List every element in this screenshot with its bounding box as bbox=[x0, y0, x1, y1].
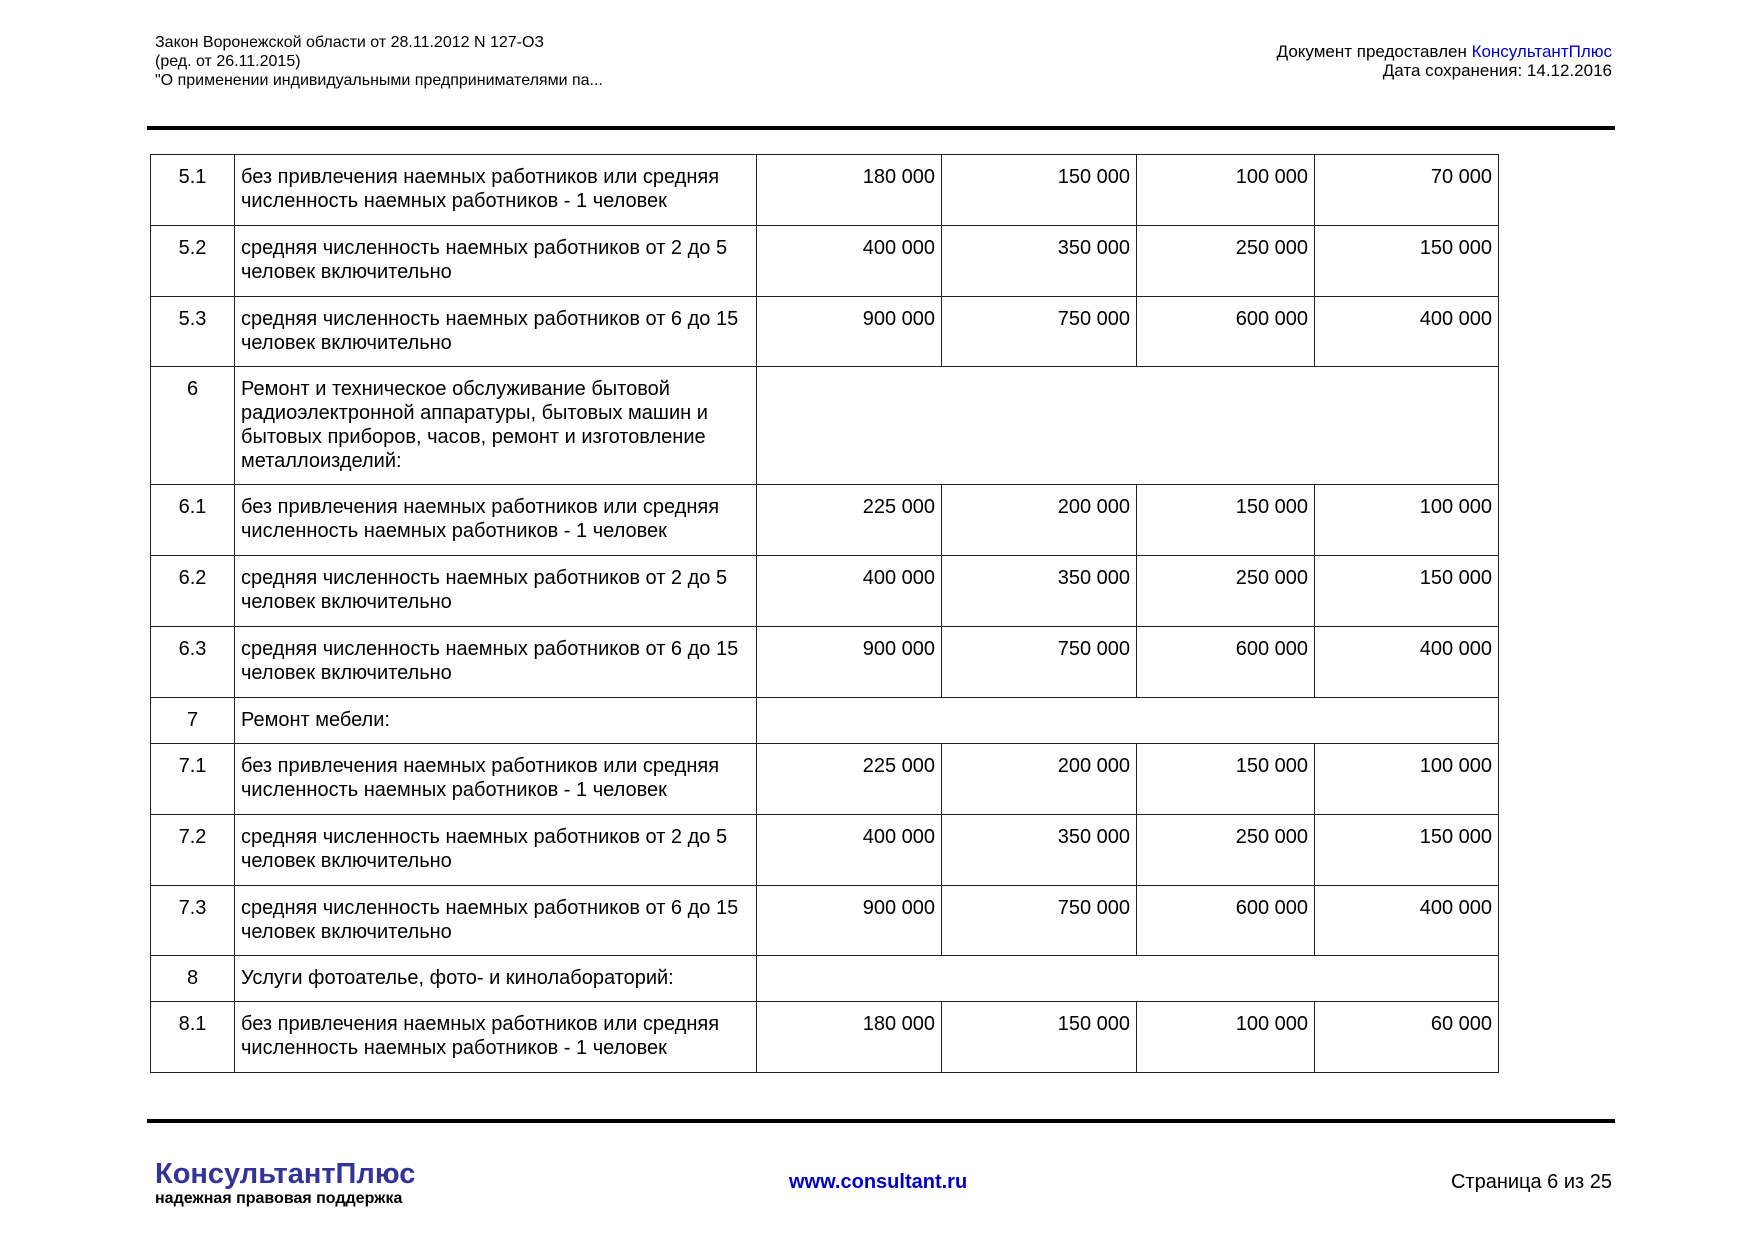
row-value: 180 000 bbox=[757, 155, 942, 226]
row-value: 900 000 bbox=[757, 886, 942, 956]
row-number: 7.2 bbox=[151, 815, 235, 886]
row-value: 750 000 bbox=[942, 627, 1137, 698]
row-number: 8.1 bbox=[151, 1002, 235, 1073]
row-value: 225 000 bbox=[757, 485, 942, 556]
empty-merged-cell bbox=[757, 367, 1499, 485]
row-value: 100 000 bbox=[1315, 744, 1499, 815]
table-row bbox=[151, 297, 1499, 367]
row-value: 400 000 bbox=[1315, 627, 1499, 698]
row-value: 150 000 bbox=[1137, 744, 1315, 815]
document-provider bbox=[1277, 42, 1612, 80]
row-number: 7.3 bbox=[151, 886, 235, 956]
row-number: 6.1 bbox=[151, 485, 235, 556]
row-description: средняя численность наемных работников от 6 до 15 человек включительно bbox=[235, 627, 757, 698]
save-date: Дата сохранения: 14.12.2016 bbox=[1382, 61, 1612, 80]
row-value: 100 000 bbox=[1137, 155, 1315, 226]
row-value: 150 000 bbox=[942, 155, 1137, 226]
row-value: 180 000 bbox=[757, 1002, 942, 1073]
row-number: 5.3 bbox=[151, 297, 235, 367]
row-number: 5.1 bbox=[151, 155, 235, 226]
row-number: 7.1 bbox=[151, 744, 235, 815]
row-value: 900 000 bbox=[757, 627, 942, 698]
logo-text: КонсультантПлюс bbox=[155, 1158, 416, 1190]
row-value: 250 000 bbox=[1137, 226, 1315, 297]
row-value: 250 000 bbox=[1137, 815, 1315, 886]
table-row bbox=[151, 226, 1499, 297]
tariff-table bbox=[150, 154, 1499, 1073]
table-row bbox=[151, 744, 1499, 815]
row-description: без привлечения наемных работников или средняя численность наемных работников - 1 человек bbox=[235, 155, 757, 226]
row-value: 150 000 bbox=[1315, 226, 1499, 297]
row-value: 150 000 bbox=[1315, 815, 1499, 886]
law-subtitle: "О применении индивидуальными предпринимателями па... bbox=[155, 72, 603, 89]
row-value: 350 000 bbox=[942, 556, 1137, 627]
table-row bbox=[151, 815, 1499, 886]
row-value: 150 000 bbox=[942, 1002, 1137, 1073]
law-title: Закон Воронежской области от 28.11.2012 N 127-ОЗ bbox=[155, 34, 545, 51]
page-number: Страница 6 из 25 bbox=[1450, 1171, 1612, 1193]
row-value: 70 000 bbox=[1315, 155, 1499, 226]
footer-divider bbox=[147, 1119, 1615, 1123]
row-value: 400 000 bbox=[1315, 886, 1499, 956]
row-value: 600 000 bbox=[1137, 297, 1315, 367]
provider-link[interactable]: КонсультантПлюс bbox=[1471, 42, 1612, 61]
row-value: 400 000 bbox=[757, 556, 942, 627]
table-row bbox=[151, 627, 1499, 698]
table-row bbox=[151, 1002, 1499, 1073]
table-row bbox=[151, 886, 1499, 956]
row-value: 750 000 bbox=[942, 297, 1137, 367]
logo-tagline: надежная правовая поддержка bbox=[155, 1190, 403, 1207]
table-row bbox=[151, 556, 1499, 627]
empty-merged-cell bbox=[757, 698, 1499, 744]
row-description: средняя численность наемных работников от 6 до 15 человек включительно bbox=[235, 297, 757, 367]
row-value: 750 000 bbox=[942, 886, 1137, 956]
header-divider bbox=[147, 126, 1615, 130]
row-value: 60 000 bbox=[1315, 1002, 1499, 1073]
row-value: 900 000 bbox=[757, 297, 942, 367]
row-value: 350 000 bbox=[942, 815, 1137, 886]
row-value: 225 000 bbox=[757, 744, 942, 815]
row-number: 6 bbox=[151, 367, 235, 485]
row-description: средняя численность наемных работников от 6 до 15 человек включительно bbox=[235, 886, 757, 956]
row-number: 5.2 bbox=[151, 226, 235, 297]
table-row bbox=[151, 485, 1499, 556]
table-row bbox=[151, 367, 1499, 485]
row-value: 200 000 bbox=[942, 744, 1137, 815]
row-value: 400 000 bbox=[1315, 297, 1499, 367]
provided-label: Документ предоставлен bbox=[1276, 42, 1472, 61]
row-value: 150 000 bbox=[1315, 556, 1499, 627]
edition: (ред. от 26.11.2015) bbox=[155, 53, 301, 70]
row-number: 8 bbox=[151, 956, 235, 1002]
row-number: 6.2 bbox=[151, 556, 235, 627]
row-description: без привлечения наемных работников или средняя численность наемных работников - 1 человек bbox=[235, 485, 757, 556]
row-value: 250 000 bbox=[1137, 556, 1315, 627]
row-value: 350 000 bbox=[942, 226, 1137, 297]
row-description: Ремонт и техническое обслуживание бытовой радиоэлектронной аппаратуры, бытовых машин и бытовых приборов, часов, ремонт и изготовление металлоизделий: bbox=[235, 367, 757, 485]
row-description: без привлечения наемных работников или средняя численность наемных работников - 1 человек bbox=[235, 1002, 757, 1073]
consultant-logo bbox=[155, 1158, 415, 1208]
row-number: 6.3 bbox=[151, 627, 235, 698]
table-row bbox=[151, 698, 1499, 744]
row-value: 600 000 bbox=[1137, 627, 1315, 698]
empty-merged-cell bbox=[757, 956, 1499, 1002]
row-description: Услуги фотоателье, фото- и кинолабораторий: bbox=[235, 956, 757, 1002]
row-description: средняя численность наемных работников от 2 до 5 человек включительно bbox=[235, 226, 757, 297]
row-description: средняя численность наемных работников от 2 до 5 человек включительно bbox=[235, 556, 757, 627]
website-link[interactable]: www.consultant.ru bbox=[789, 1171, 968, 1193]
row-value: 200 000 bbox=[942, 485, 1137, 556]
row-number: 7 bbox=[151, 698, 235, 744]
row-value: 400 000 bbox=[757, 226, 942, 297]
row-value: 400 000 bbox=[757, 815, 942, 886]
row-description: средняя численность наемных работников от 2 до 5 человек включительно bbox=[235, 815, 757, 886]
table-row bbox=[151, 155, 1499, 226]
row-value: 150 000 bbox=[1137, 485, 1315, 556]
row-description: Ремонт мебели: bbox=[235, 698, 757, 744]
row-value: 600 000 bbox=[1137, 886, 1315, 956]
row-value: 100 000 bbox=[1315, 485, 1499, 556]
row-description: без привлечения наемных работников или средняя численность наемных работников - 1 человек bbox=[235, 744, 757, 815]
document-header-title bbox=[155, 33, 603, 90]
table-row bbox=[151, 956, 1499, 1002]
row-value: 100 000 bbox=[1137, 1002, 1315, 1073]
